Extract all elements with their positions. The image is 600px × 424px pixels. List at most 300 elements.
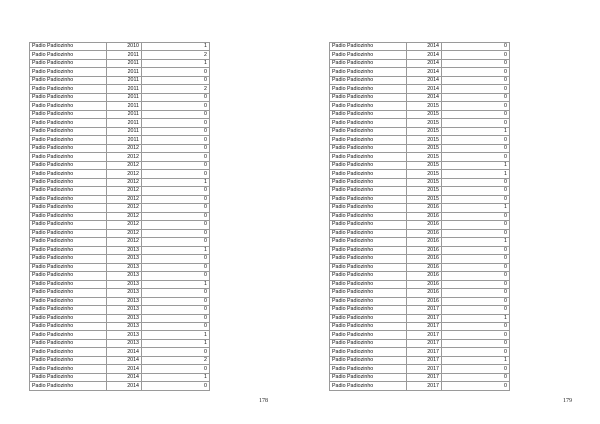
year-cell: 2013 [107,314,142,322]
year-cell: 2012 [107,195,142,203]
data-table [29,42,210,391]
name-cell: Padio Padiozinho [330,93,407,101]
year-cell: 2013 [107,331,142,339]
name-cell: Padio Padiozinho [330,365,407,373]
year-cell: 2013 [107,289,142,297]
value-cell: 0 [142,76,210,84]
value-cell: 0 [142,314,210,322]
value-cell: 1 [442,314,510,322]
value-cell: 1 [442,356,510,364]
name-cell: Padio Padiozinho [330,314,407,322]
table-row [30,356,210,364]
table-row [330,255,510,263]
name-cell: Padio Padiozinho [330,229,407,237]
year-cell: 2011 [107,110,142,118]
value-cell: 0 [442,246,510,254]
year-cell: 2016 [407,229,442,237]
name-cell: Padio Padiozinho [330,76,407,84]
table-row [30,102,210,110]
name-cell: Padio Padiozinho [330,221,407,229]
table-row [30,263,210,271]
name-cell: Padio Padiozinho [30,297,107,305]
name-cell: Padio Padiozinho [330,195,407,203]
name-cell: Padio Padiozinho [30,187,107,195]
table-row [330,127,510,135]
year-cell: 2014 [107,382,142,390]
table-row [30,221,210,229]
value-cell: 0 [142,187,210,195]
year-cell: 2013 [107,322,142,330]
table-row [330,289,510,297]
table-row [330,280,510,288]
table-row [330,221,510,229]
name-cell: Padio Padiozinho [330,68,407,76]
name-cell: Padio Padiozinho [330,246,407,254]
table-row [30,306,210,314]
value-cell: 0 [442,339,510,347]
value-cell: 0 [142,382,210,390]
year-cell: 2015 [407,178,442,186]
table-row [330,356,510,364]
value-cell: 0 [442,153,510,161]
year-cell: 2012 [107,238,142,246]
value-cell: 0 [142,68,210,76]
name-cell: Padio Padiozinho [30,51,107,59]
value-cell: 0 [442,348,510,356]
table-row [330,102,510,110]
value-cell: 0 [442,85,510,93]
year-cell: 2013 [107,272,142,280]
name-cell: Padio Padiozinho [330,348,407,356]
value-cell: 1 [442,170,510,178]
table-row [30,322,210,330]
value-cell: 0 [442,280,510,288]
value-cell: 0 [142,306,210,314]
year-cell: 2017 [407,314,442,322]
table-row [330,339,510,347]
table-row [30,238,210,246]
table-row [330,85,510,93]
name-cell: Padio Padiozinho [30,221,107,229]
value-cell: 0 [442,263,510,271]
value-cell: 0 [142,136,210,144]
value-cell: 1 [142,280,210,288]
value-cell: 0 [142,119,210,127]
name-cell: Padio Padiozinho [30,144,107,152]
value-cell: 0 [142,365,210,373]
year-cell: 2015 [407,102,442,110]
table-row [330,297,510,305]
table-row [30,246,210,254]
table-row [30,365,210,373]
value-cell: 0 [442,195,510,203]
name-cell: Padio Padiozinho [30,272,107,280]
name-cell: Padio Padiozinho [30,102,107,110]
table-row [30,272,210,280]
name-cell: Padio Padiozinho [330,161,407,169]
name-cell: Padio Padiozinho [30,59,107,67]
value-cell: 0 [142,289,210,297]
table-row [330,204,510,212]
value-cell: 0 [142,153,210,161]
year-cell: 2013 [107,306,142,314]
value-cell: 0 [442,289,510,297]
year-cell: 2017 [407,322,442,330]
value-cell: 0 [142,348,210,356]
table-row [330,110,510,118]
name-cell: Padio Padiozinho [330,382,407,390]
name-cell: Padio Padiozinho [330,280,407,288]
table-row [30,119,210,127]
table-row [30,170,210,178]
year-cell: 2011 [107,127,142,135]
table-row [30,280,210,288]
year-cell: 2015 [407,119,442,127]
year-cell: 2011 [107,119,142,127]
year-cell: 2016 [407,204,442,212]
value-cell: 0 [442,221,510,229]
name-cell: Padio Padiozinho [30,373,107,381]
table-row [30,161,210,169]
table-row [30,314,210,322]
year-cell: 2013 [107,339,142,347]
year-cell: 2017 [407,348,442,356]
name-cell: Padio Padiozinho [330,263,407,271]
value-cell: 0 [142,170,210,178]
value-cell: 0 [442,136,510,144]
value-cell: 1 [142,59,210,67]
year-cell: 2014 [107,356,142,364]
value-cell: 0 [142,102,210,110]
value-cell: 1 [142,331,210,339]
table-row [330,322,510,330]
value-cell: 0 [442,110,510,118]
year-cell: 2017 [407,373,442,381]
name-cell: Padio Padiozinho [30,153,107,161]
left-page-table [29,42,210,391]
table-row [30,348,210,356]
value-cell: 0 [142,297,210,305]
name-cell: Padio Padiozinho [330,212,407,220]
value-cell: 0 [142,161,210,169]
table-row [330,195,510,203]
name-cell: Padio Padiozinho [30,212,107,220]
table-row [330,76,510,84]
table-row [330,93,510,101]
table-row [30,339,210,347]
value-cell: 0 [142,144,210,152]
value-cell: 0 [142,110,210,118]
year-cell: 2013 [107,297,142,305]
year-cell: 2015 [407,170,442,178]
table-row [30,153,210,161]
value-cell: 0 [442,68,510,76]
table-row [330,136,510,144]
name-cell: Padio Padiozinho [30,110,107,118]
name-cell: Padio Padiozinho [30,322,107,330]
value-cell: 0 [442,322,510,330]
table-row [330,365,510,373]
table-row [30,178,210,186]
table-row [30,297,210,305]
value-cell: 0 [442,51,510,59]
year-cell: 2016 [407,212,442,220]
value-cell: 1 [442,204,510,212]
name-cell: Padio Padiozinho [30,43,107,51]
table-row [330,43,510,51]
table-row [330,246,510,254]
year-cell: 2014 [107,348,142,356]
year-cell: 2012 [107,187,142,195]
year-cell: 2017 [407,365,442,373]
year-cell: 2014 [107,365,142,373]
name-cell: Padio Padiozinho [30,127,107,135]
year-cell: 2011 [107,102,142,110]
year-cell: 2017 [407,356,442,364]
name-cell: Padio Padiozinho [330,204,407,212]
year-cell: 2016 [407,255,442,263]
name-cell: Padio Padiozinho [330,153,407,161]
table-body [30,43,210,391]
value-cell: 1 [142,178,210,186]
table-row [330,59,510,67]
year-cell: 2012 [107,212,142,220]
year-cell: 2012 [107,144,142,152]
year-cell: 2015 [407,144,442,152]
table-row [30,144,210,152]
name-cell: Padio Padiozinho [30,195,107,203]
table-row [30,255,210,263]
year-cell: 2013 [107,255,142,263]
value-cell: 0 [442,178,510,186]
name-cell: Padio Padiozinho [330,187,407,195]
name-cell: Padio Padiozinho [30,382,107,390]
table-row [330,238,510,246]
value-cell: 0 [442,229,510,237]
name-cell: Padio Padiozinho [330,289,407,297]
year-cell: 2014 [407,51,442,59]
name-cell: Padio Padiozinho [30,238,107,246]
value-cell: 0 [442,272,510,280]
name-cell: Padio Padiozinho [330,331,407,339]
year-cell: 2011 [107,85,142,93]
value-cell: 2 [142,356,210,364]
value-cell: 0 [442,187,510,195]
name-cell: Padio Padiozinho [330,136,407,144]
name-cell: Padio Padiozinho [30,365,107,373]
table-row [330,119,510,127]
year-cell: 2011 [107,68,142,76]
year-cell: 2012 [107,153,142,161]
value-cell: 0 [142,195,210,203]
table-row [30,43,210,51]
year-cell: 2014 [407,76,442,84]
table-row [30,382,210,390]
name-cell: Padio Padiozinho [30,85,107,93]
name-cell: Padio Padiozinho [30,246,107,254]
name-cell: Padio Padiozinho [330,373,407,381]
name-cell: Padio Padiozinho [30,289,107,297]
name-cell: Padio Padiozinho [30,306,107,314]
year-cell: 2015 [407,153,442,161]
year-cell: 2014 [407,68,442,76]
name-cell: Padio Padiozinho [30,161,107,169]
table-row [30,51,210,59]
table-row [30,110,210,118]
name-cell: Padio Padiozinho [30,356,107,364]
table-row [330,373,510,381]
year-cell: 2012 [107,178,142,186]
year-cell: 2017 [407,339,442,347]
table-row [330,187,510,195]
value-cell: 0 [142,322,210,330]
year-cell: 2016 [407,263,442,271]
table-row [330,212,510,220]
value-cell: 0 [442,93,510,101]
table-row [30,204,210,212]
name-cell: Padio Padiozinho [30,255,107,263]
value-cell: 0 [142,221,210,229]
table-row [30,85,210,93]
value-cell: 0 [442,297,510,305]
value-cell: 0 [142,204,210,212]
name-cell: Padio Padiozinho [30,339,107,347]
name-cell: Padio Padiozinho [330,322,407,330]
year-cell: 2011 [107,76,142,84]
value-cell: 0 [142,212,210,220]
value-cell: 0 [442,331,510,339]
value-cell: 2 [142,85,210,93]
table-row [30,331,210,339]
table-row [330,144,510,152]
year-cell: 2011 [107,51,142,59]
table-row [330,51,510,59]
year-cell: 2015 [407,195,442,203]
year-cell: 2014 [407,85,442,93]
value-cell: 0 [442,59,510,67]
name-cell: Padio Padiozinho [330,255,407,263]
name-cell: Padio Padiozinho [330,59,407,67]
name-cell: Padio Padiozinho [330,339,407,347]
year-cell: 2016 [407,221,442,229]
year-cell: 2012 [107,161,142,169]
year-cell: 2015 [407,136,442,144]
table-row [330,382,510,390]
right-page-table [329,42,510,391]
name-cell: Padio Padiozinho [30,178,107,186]
table-row [330,178,510,186]
table-row [330,229,510,237]
table-body [330,43,510,391]
name-cell: Padio Padiozinho [30,76,107,84]
year-cell: 2012 [107,229,142,237]
value-cell: 1 [142,373,210,381]
year-cell: 2012 [107,204,142,212]
table-row [330,314,510,322]
year-cell: 2017 [407,382,442,390]
value-cell: 1 [442,238,510,246]
value-cell: 0 [142,255,210,263]
year-cell: 2012 [107,170,142,178]
table-row [330,348,510,356]
table-row [30,229,210,237]
value-cell: 1 [142,246,210,254]
year-cell: 2014 [407,43,442,51]
value-cell: 0 [442,382,510,390]
name-cell: Padio Padiozinho [330,272,407,280]
year-cell: 2016 [407,289,442,297]
name-cell: Padio Padiozinho [330,119,407,127]
year-cell: 2016 [407,272,442,280]
name-cell: Padio Padiozinho [30,263,107,271]
value-cell: 0 [142,272,210,280]
name-cell: Padio Padiozinho [30,280,107,288]
year-cell: 2011 [107,59,142,67]
table-row [30,289,210,297]
year-cell: 2015 [407,127,442,135]
name-cell: Padio Padiozinho [330,110,407,118]
value-cell: 0 [142,238,210,246]
year-cell: 2015 [407,161,442,169]
table-row [30,373,210,381]
table-row [330,161,510,169]
year-cell: 2016 [407,280,442,288]
value-cell: 2 [142,51,210,59]
value-cell: 1 [142,43,210,51]
value-cell: 0 [442,373,510,381]
value-cell: 0 [142,229,210,237]
name-cell: Padio Padiozinho [30,348,107,356]
name-cell: Padio Padiozinho [330,170,407,178]
year-cell: 2013 [107,280,142,288]
table-row [30,59,210,67]
table-row [330,263,510,271]
year-cell: 2015 [407,110,442,118]
name-cell: Padio Padiozinho [330,306,407,314]
name-cell: Padio Padiozinho [330,51,407,59]
table-row [30,127,210,135]
page-number: 179 [563,398,572,404]
year-cell: 2011 [107,136,142,144]
year-cell: 2014 [107,373,142,381]
value-cell: 0 [442,212,510,220]
name-cell: Padio Padiozinho [330,127,407,135]
value-cell: 0 [442,255,510,263]
value-cell: 0 [442,306,510,314]
value-cell: 0 [442,144,510,152]
value-cell: 0 [442,102,510,110]
year-cell: 2015 [407,187,442,195]
year-cell: 2017 [407,331,442,339]
name-cell: Padio Padiozinho [30,170,107,178]
table-row [30,212,210,220]
table-row [30,195,210,203]
name-cell: Padio Padiozinho [330,297,407,305]
value-cell: 0 [442,76,510,84]
name-cell: Padio Padiozinho [30,119,107,127]
table-row [30,76,210,84]
value-cell: 0 [142,263,210,271]
name-cell: Padio Padiozinho [30,93,107,101]
table-row [30,136,210,144]
table-row [330,170,510,178]
value-cell: 0 [142,127,210,135]
value-cell: 1 [442,127,510,135]
value-cell: 0 [142,93,210,101]
year-cell: 2016 [407,297,442,305]
year-cell: 2013 [107,246,142,254]
name-cell: Padio Padiozinho [30,204,107,212]
